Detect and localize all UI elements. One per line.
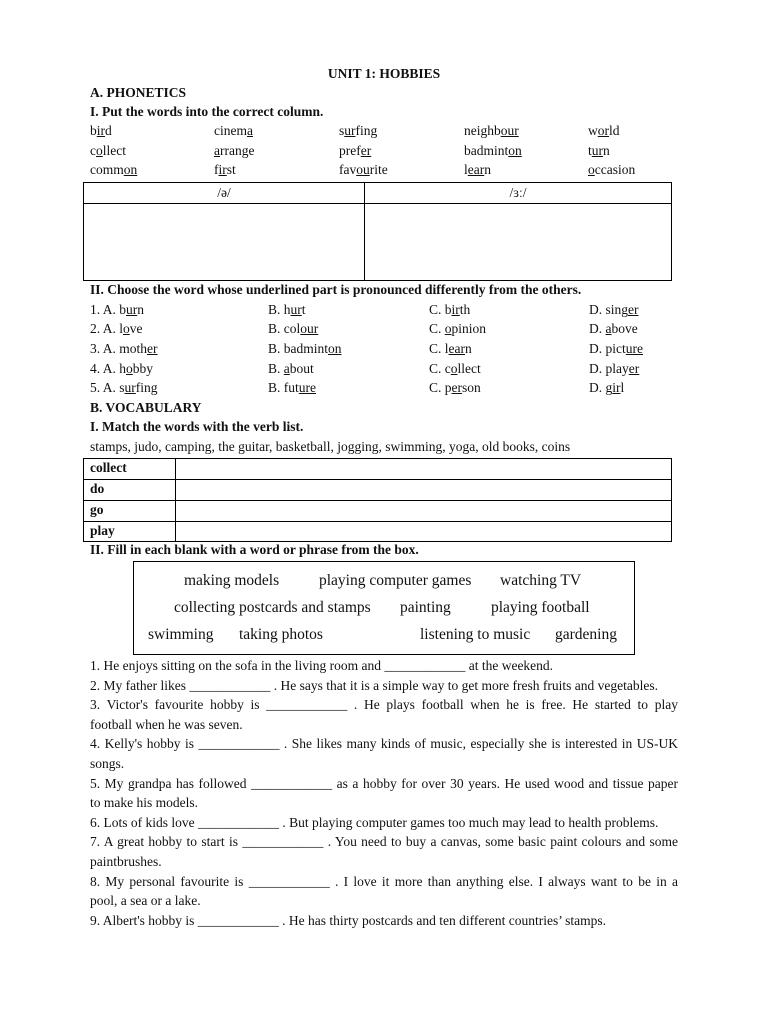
word-box-item: playing football: [491, 599, 590, 616]
sentence-line: 5. My grandpa has followed ____________ as a hobby for over 30 years. He used wood and tissue paper: [90, 776, 678, 791]
phonetic-word: neighbour: [464, 123, 519, 138]
answer-option: B. about: [268, 361, 314, 376]
verb-label-go: go: [90, 502, 104, 517]
word-box-item: gardening: [555, 626, 617, 643]
sentence-line: pool, a sea or a lake.: [90, 893, 201, 908]
phonetic-word: occasion: [588, 162, 636, 177]
phonetics-part1-instruction: I. Put the words into the correct column.: [90, 104, 324, 119]
phonetic-word: bird: [90, 123, 112, 138]
word-box-item: swimming: [148, 626, 214, 643]
answer-option: D. picture: [589, 341, 643, 356]
page-title: UNIT 1: HOBBIES: [327, 66, 441, 81]
sentence-line: 1. He enjoys sitting on the sofa in the living room and ____________ at the weekend.: [90, 658, 554, 673]
phonetic-word: turn: [588, 143, 610, 158]
phonetic-word: surfing: [339, 123, 378, 138]
verb-label-play: play: [90, 523, 115, 538]
phonetics-part2-instruction: II. Choose the word whose underlined part is pronounced differently from the others.: [90, 282, 582, 297]
collect-answer-cell[interactable]: [177, 460, 670, 478]
schwa-answer-area[interactable]: [85, 205, 363, 279]
word-box-item: playing computer games: [319, 572, 472, 589]
sentence-line: to make his models.: [90, 795, 198, 810]
phonetic-word: collect: [90, 143, 126, 158]
phonetic-word: favourite: [339, 162, 388, 177]
answer-option: 5. A. surfing: [90, 380, 158, 395]
phonetic-word: arrange: [214, 143, 255, 158]
word-box-item: watching TV: [500, 572, 582, 589]
word-box-item: taking photos: [239, 626, 323, 643]
answer-option: C. learn: [429, 341, 472, 356]
answer-option: C. person: [429, 380, 481, 395]
word-box-item: collecting postcards and stamps: [174, 599, 371, 616]
verb-match-table: [83, 458, 672, 542]
answer-option: B. colour: [268, 321, 319, 336]
sentence-line: paintbrushes.: [90, 854, 162, 869]
sentence-line: 2. My father likes ____________ . He says that it is a simple way to get more fresh fruits and vegetables.: [90, 678, 659, 693]
sentence-line: 6. Lots of kids love ____________ . But playing computer games too much may lead to health problems.: [90, 815, 659, 830]
answer-option: C. collect: [429, 361, 481, 376]
answer-option: 2. A. love: [90, 321, 143, 336]
sentence-line: 9. Albert's hobby is ____________ . He has thirty postcards and ten different countries’ stamps.: [90, 913, 606, 928]
answer-option: B. badminton: [268, 341, 342, 356]
answer-option: D. girl: [589, 380, 625, 395]
play-answer-cell[interactable]: [177, 523, 670, 541]
answer-option: 4. A. hobby: [90, 361, 154, 376]
verb-label-do: do: [90, 481, 105, 496]
word-box-item: making models: [184, 572, 280, 589]
answer-option: D. above: [589, 321, 638, 336]
verb-label-collect: collect: [90, 460, 127, 475]
go-answer-cell[interactable]: [177, 502, 670, 520]
sentence-line: 8. My personal favourite is ____________ . I love it more than anything else. I always want to be in a: [90, 874, 678, 889]
sentence-line: 3. Victor's favourite hobby is ____________ . He plays football when he is free. He started to play: [90, 697, 678, 712]
section-b-heading: B. VOCABULARY: [90, 400, 202, 415]
do-answer-cell[interactable]: [177, 481, 670, 499]
schwa-column-header: /ə/: [217, 185, 231, 200]
sentence-line: songs.: [90, 756, 125, 771]
word-box: [133, 561, 635, 655]
answer-option: C. opinion: [429, 321, 487, 336]
phonetic-word: prefer: [339, 143, 372, 158]
answer-option: D. singer: [589, 302, 639, 317]
er-column-header: /ɜː/: [509, 185, 527, 200]
sentence-line: football when he was seven.: [90, 717, 243, 732]
word-box-item: painting: [400, 599, 451, 616]
answer-option: 1. A. burn: [90, 302, 145, 317]
answer-option: D. player: [589, 361, 640, 376]
section-a-heading: A. PHONETICS: [90, 85, 187, 100]
phonetic-word: common: [90, 162, 138, 177]
er-answer-area[interactable]: [366, 205, 670, 279]
answer-option: B. future: [268, 380, 317, 395]
phonetic-word: learn: [464, 162, 491, 177]
phonetic-word: badminton: [464, 143, 522, 158]
phonetic-word: first: [214, 162, 236, 177]
sentence-line: 4. Kelly's hobby is ____________ . She likes many kinds of music, especially she is interested in US-UK: [90, 736, 678, 751]
word-box-item: listening to music: [420, 626, 531, 643]
answer-option: C. birth: [429, 302, 471, 317]
phonetic-word: cinema: [214, 123, 253, 138]
answer-option: B. hurt: [268, 302, 306, 317]
sentence-line: 7. A great hobby to start is ____________ . You need to buy a canvas, some basic paint colours and some: [90, 834, 678, 849]
sound-columns-table: [83, 182, 672, 281]
vocab-part2-instruction: II. Fill in each blank with a word or phrase from the box.: [90, 542, 419, 557]
vocab-part1-instruction: I. Match the words with the verb list.: [90, 419, 304, 434]
activity-word-list: stamps, judo, camping, the guitar, basketball, jogging, swimming, yoga, old books, coins: [90, 439, 571, 454]
phonetic-word: world: [588, 123, 620, 138]
answer-option: 3. A. mother: [90, 341, 158, 356]
